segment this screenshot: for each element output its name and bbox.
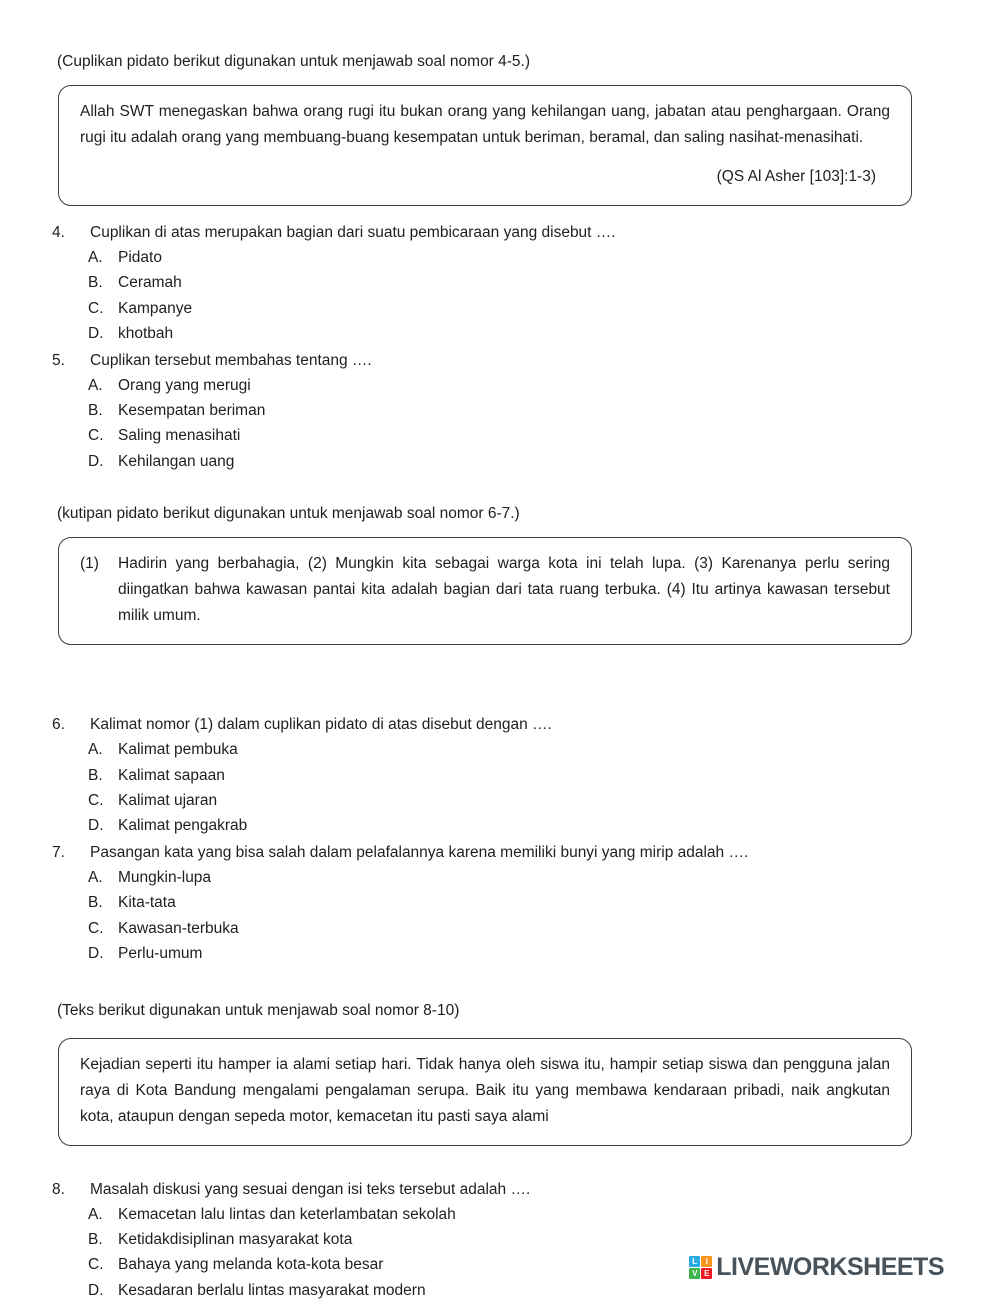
passage-text-1: Allah SWT menegaskan bahwa orang rugi itu bukan orang yang kehilangan uang, jabatan atau penghargaan. Orang rugi itu adalah orang yang membuang-buang kesempatan untuk beriman, beramal, dan saling nasihat-menasihati.: [80, 99, 890, 151]
option-letter: B.: [88, 890, 118, 915]
q5-option-c[interactable]: [88, 423, 940, 448]
q7-option-c[interactable]: [88, 916, 940, 941]
q7-option-d[interactable]: [88, 941, 940, 966]
option-text: Kalimat ujaran: [118, 788, 217, 813]
option-letter: B.: [88, 1227, 118, 1252]
question-text: Cuplikan tersebut membahas tentang ….: [90, 348, 940, 373]
spacer: [52, 659, 940, 711]
option-letter: D.: [88, 1278, 118, 1303]
option-letter: D.: [88, 321, 118, 346]
question-text: Masalah diskusi yang sesuai dengan isi teks tersebut adalah ….: [90, 1177, 940, 1202]
option-text: Orang yang merugi: [118, 373, 251, 398]
option-letter: B.: [88, 270, 118, 295]
option-text: Kalimat pengakrab: [118, 813, 247, 838]
passage-text-2: [80, 551, 890, 629]
option-letter: B.: [88, 763, 118, 788]
q6-option-c[interactable]: [88, 788, 940, 813]
option-text: Kehilangan uang: [118, 449, 234, 474]
q4-option-b[interactable]: [88, 270, 940, 295]
passage-box-2: [58, 537, 912, 645]
q7-option-b[interactable]: [88, 890, 940, 915]
option-text: Kesadaran berlalu lintas masyarakat modern: [118, 1278, 426, 1303]
option-text: Kampanye: [118, 296, 192, 321]
question-number: 4.: [52, 220, 90, 245]
option-text: khotbah: [118, 321, 173, 346]
brand-wordmark: LIVEWORKSHEETS: [716, 1253, 944, 1282]
option-text: Bahaya yang melanda kota-kota besar: [118, 1252, 383, 1277]
option-text: Saling menasihati: [118, 423, 240, 448]
questions-list: [52, 1177, 940, 1303]
option-text: Kemacetan lalu lintas dan keterlambatan sekolah: [118, 1202, 456, 1227]
questions-list: [52, 220, 940, 474]
option-letter: C.: [88, 916, 118, 941]
q7-option-a[interactable]: [88, 865, 940, 890]
option-letter: B.: [88, 398, 118, 423]
question-5: [52, 348, 940, 475]
option-text: Kesempatan beriman: [118, 398, 265, 423]
passage-box-1: [58, 85, 912, 206]
option-letter: C.: [88, 788, 118, 813]
sentence-marker: (1): [80, 551, 118, 629]
option-letter: C.: [88, 1252, 118, 1277]
q8-option-a[interactable]: [88, 1202, 940, 1227]
q5-option-a[interactable]: [88, 373, 940, 398]
logo-tile-l: L: [689, 1256, 700, 1267]
option-text: Pidato: [118, 245, 162, 270]
q4-option-d[interactable]: [88, 321, 940, 346]
q4-option-a[interactable]: [88, 245, 940, 270]
option-letter: D.: [88, 941, 118, 966]
option-text: Kalimat pembuka: [118, 737, 238, 762]
liveworksheets-icon: [689, 1256, 712, 1279]
option-letter: C.: [88, 296, 118, 321]
question-6: [52, 712, 940, 839]
q5-option-d[interactable]: [88, 449, 940, 474]
q6-option-d[interactable]: [88, 813, 940, 838]
option-text: Kita-tata: [118, 890, 176, 915]
passage-intro-2: (kutipan pidato berikut digunakan untuk menjawab soal nomor 6-7.): [57, 504, 940, 524]
spacer: [52, 1160, 940, 1176]
question-4: [52, 220, 940, 347]
question-number: 5.: [52, 348, 90, 373]
option-letter: A.: [88, 865, 118, 890]
option-letter: D.: [88, 449, 118, 474]
option-letter: A.: [88, 1202, 118, 1227]
question-number: 6.: [52, 712, 90, 737]
passage-citation: (QS Al Asher [103]:1-3): [80, 164, 890, 190]
question-number: 7.: [52, 840, 90, 865]
q6-option-a[interactable]: [88, 737, 940, 762]
question-text: Pasangan kata yang bisa salah dalam pelafalannya karena memiliki bunyi yang mirip adalah ….: [90, 840, 940, 865]
option-letter: A.: [88, 737, 118, 762]
option-text: Mungkin-lupa: [118, 865, 211, 890]
logo-tile-i: I: [701, 1256, 712, 1267]
passage-text-3: Kejadian seperti itu hamper ia alami setiap hari. Tidak hanya oleh siswa itu, hampir setiap siswa dan pengguna jalan raya di Kota Bandung mengalami pengalaman serupa. Baik itu yang membawa kendaraan pribadi, naik angkutan kota, ataupun dengan sepeda motor, kemacetan itu pasti saya alami: [80, 1052, 890, 1130]
question-8: [52, 1177, 940, 1303]
q6-option-b[interactable]: [88, 763, 940, 788]
option-text: Ketidakdisiplinan masyarakat kota: [118, 1227, 352, 1252]
option-letter: A.: [88, 245, 118, 270]
passage-body: Hadirin yang berbahagia, (2) Mungkin kita sebagai warga kota ini telah lupa. (3) Karenanya perlu sering diingatkan bahwa kawasan pantai kita adalah bagian dari tata ruang terbuka. (4) Itu artinya kawasan tersebut milik umum.: [118, 551, 890, 629]
passage-intro-1: (Cuplikan pidato berikut digunakan untuk menjawab soal nomor 4-5.): [57, 52, 940, 72]
question-text: Kalimat nomor (1) dalam cuplikan pidato di atas disebut dengan ….: [90, 712, 940, 737]
option-text: Kalimat sapaan: [118, 763, 225, 788]
question-number: 8.: [52, 1177, 90, 1202]
passage-box-3: [58, 1038, 912, 1146]
option-letter: D.: [88, 813, 118, 838]
liveworksheets-logo-link[interactable]: [689, 1253, 944, 1282]
question-7: [52, 840, 940, 967]
question-text: Cuplikan di atas merupakan bagian dari suatu pembicaraan yang disebut ….: [90, 220, 940, 245]
option-text: Perlu-umum: [118, 941, 202, 966]
q4-option-c[interactable]: [88, 296, 940, 321]
footer: [689, 1253, 944, 1282]
option-letter: A.: [88, 373, 118, 398]
questions-list: [52, 712, 940, 966]
option-letter: C.: [88, 423, 118, 448]
logo-tile-e: E: [701, 1268, 712, 1279]
option-text: Kawasan-terbuka: [118, 916, 239, 941]
passage-intro-3: (Teks berikut digunakan untuk menjawab soal nomor 8-10): [57, 1001, 940, 1021]
q8-option-b[interactable]: [88, 1227, 940, 1252]
logo-tile-v: V: [689, 1268, 700, 1279]
option-text: Ceramah: [118, 270, 182, 295]
q5-option-b[interactable]: [88, 398, 940, 423]
